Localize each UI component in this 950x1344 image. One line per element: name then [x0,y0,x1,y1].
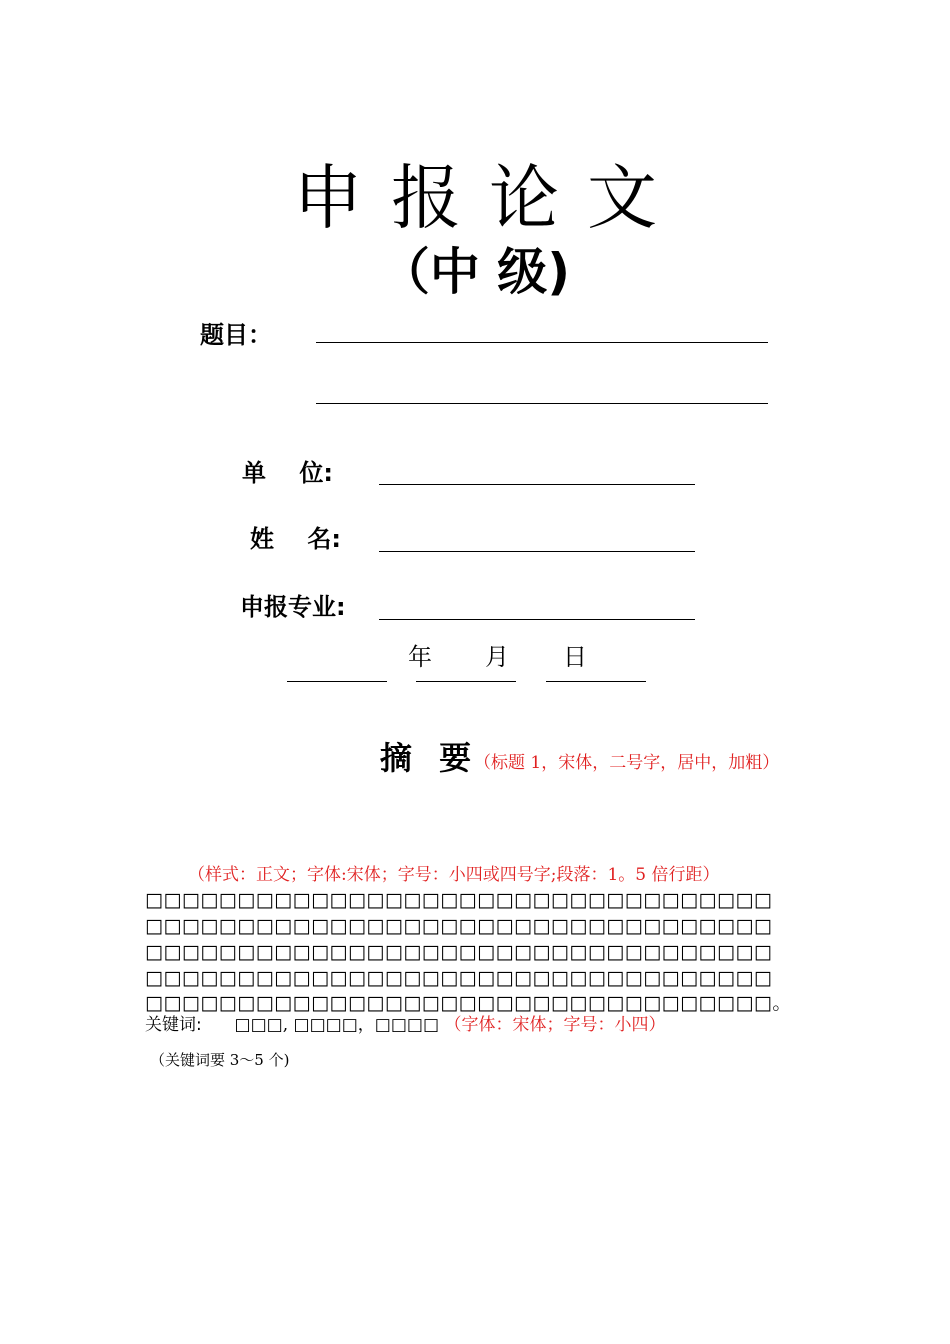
date-year-line[interactable] [287,681,387,682]
abstract-title: 摘 要 [380,739,480,777]
page-subtitle: （中 级) [379,243,571,301]
topic-label: 题目： [200,321,272,349]
abstract-heading-note: （标题 1，宋体，二号字，居中，加粗） [474,753,780,773]
abstract-line: □□□□□□□□□□□□□□□□□□□□□□□□□□□□□□□□□□。 [145,992,792,1014]
major-label: 申报专业: [240,593,346,621]
keywords-count-note: （关键词要 3～5 个) [150,1051,290,1069]
keywords-row [145,1014,665,1036]
topic-line-2[interactable] [316,403,768,404]
abstract-line: □□□□□□□□□□□□□□□□□□□□□□□□□□□□□□□□□□ [145,915,773,937]
topic-line-1[interactable] [316,342,768,343]
date-month-label: 月 [485,643,509,671]
keywords-font-note: （字体：宋体；字号：小四） [444,1015,666,1035]
date-month-line[interactable] [416,681,516,682]
unit-label: 单 位: [242,459,334,487]
name-label: 姓 名: [250,525,342,553]
abstract-line: □□□□□□□□□□□□□□□□□□□□□□□□□□□□□□□□□□ [145,941,773,963]
keywords-values: □□□, □□□□，□□□□ [234,1015,440,1035]
unit-line[interactable] [379,484,695,485]
date-day-label: 日 [563,643,587,671]
major-line[interactable] [379,619,695,620]
name-line[interactable] [379,551,695,552]
date-day-line[interactable] [546,681,646,682]
page-title: 申报论文 [293,157,685,239]
date-year-label: 年 [408,643,432,671]
abstract-line: □□□□□□□□□□□□□□□□□□□□□□□□□□□□□□□□□□ [145,889,773,911]
abstract-line: □□□□□□□□□□□□□□□□□□□□□□□□□□□□□□□□□□ [145,967,773,989]
abstract-style-note: （样式：正文；字体:宋体；字号：小四或四号字;段落：1。5 倍行距） [188,865,720,885]
keywords-label: 关键词: [145,1015,202,1035]
